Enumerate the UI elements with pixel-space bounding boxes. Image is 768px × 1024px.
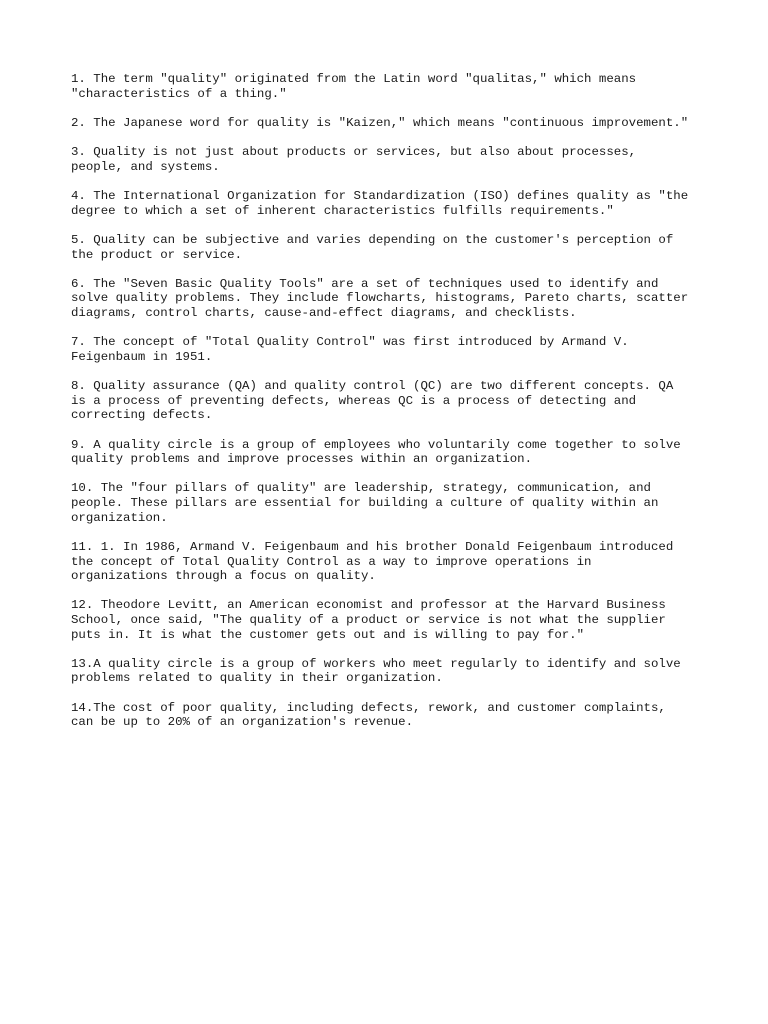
paragraph-12: 12. Theodore Levitt, an American economist and professor at the Harvard Business School, once said, "The quality of a product or service is not what the supplier puts in. It is what the customer gets out and is willing to pay for.": [71, 598, 666, 642]
document-page: [71, 72, 703, 745]
paragraph-9: 9. A quality circle is a group of employees who voluntarily come together to solve quality problems and improve processes within an organization.: [71, 437, 681, 467]
paragraph-5: 5. Quality can be subjective and varies depending on the customer's perception of the product or service.: [71, 232, 674, 262]
paragraph-11: 11. 1. In 1986, Armand V. Feigenbaum and his brother Donald Feigenbaum introduced the concept of Total Quality Control as a way to improve operations in organizations through a focus on quality.: [71, 539, 674, 584]
paragraph-4: 4. The International Organization for Standardization (ISO) defines quality as "the degree to which a set of inherent characteristics fulfills requirements.": [71, 189, 689, 218]
paragraph-3: 3. Quality is not just about products or services, but also about processes, people, and systems.: [71, 145, 637, 174]
paragraph-1: 1. The term "quality" originated from the Latin word "qualitas," which means "characteristics of a thing.": [71, 72, 637, 101]
paragraph-8: 8. Quality assurance (QA) and quality control (QC) are two different concepts. QA is a process of preventing defects, whereas QC is a process of detecting and correcting defects.: [71, 379, 674, 423]
paragraph-14: 14.The cost of poor quality, including defects, rework, and customer complaints, can be up to 20% of an organization's revenue.: [71, 700, 666, 730]
paragraph-2: 2. The Japanese word for quality is "Kaizen," which means "continuous improvement.": [71, 115, 689, 130]
paragraph-10: 10. The "four pillars of quality" are leadership, strategy, communication, and people. These pillars are essential for building a culture of quality within an organization.: [71, 481, 659, 525]
paragraph-7: 7. The concept of "Total Quality Control" was first introduced by Armand V. Feigenbaum in 1951.: [71, 335, 629, 364]
paragraph-6: 6. The "Seven Basic Quality Tools" are a set of techniques used to identify and solve quality problems. They include flowcharts, histograms, Pareto charts, scatter diagrams, control charts, cause-and-effect diagrams, and checklists.: [71, 276, 689, 320]
paragraph-13: 13.A quality circle is a group of workers who meet regularly to identify and solve problems related to quality in their organization.: [71, 656, 681, 686]
